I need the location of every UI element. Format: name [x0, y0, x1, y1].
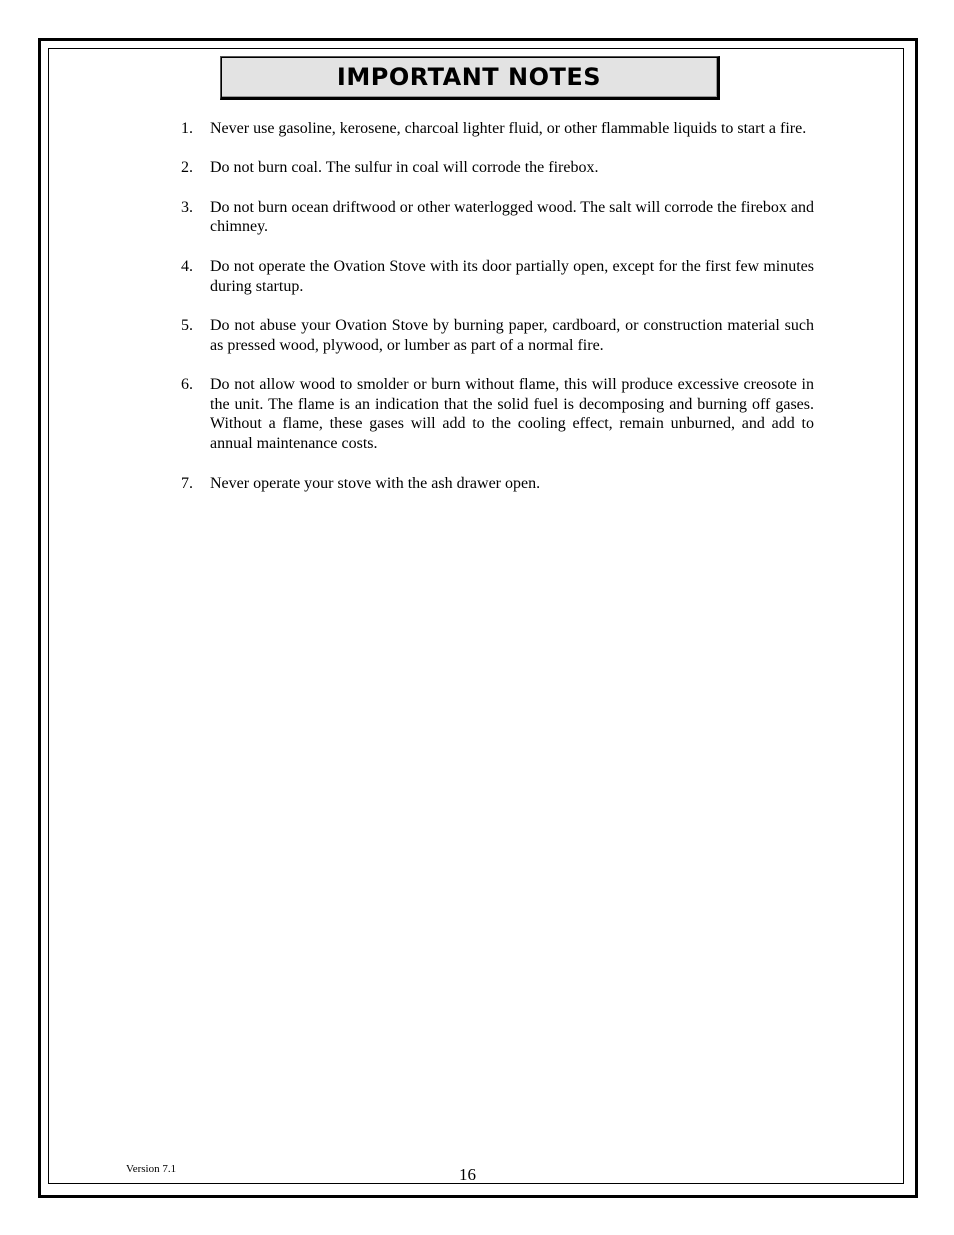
list-item-text: Never operate your stove with the ash drawer open. [210, 474, 541, 492]
list-item [181, 119, 814, 139]
list-item-number: 5. [181, 316, 193, 334]
list-item-text: Do not operate the Ovation Stove with its door partially open, except for the first few minutes during startup. [210, 257, 814, 295]
list-item [181, 257, 814, 296]
list-item-number: 1. [181, 120, 193, 137]
list-item-text: Never use gasoline, kerosene, charcoal lighter fluid, or other flammable liquids to start a fire. [210, 120, 807, 137]
list-item [181, 158, 814, 178]
page-number: 16 [459, 1165, 476, 1184]
list-item-number: 7. [181, 474, 193, 492]
page-title: IMPORTANT NOTES [336, 63, 602, 91]
list-item-text: Do not abuse your Ovation Stove by burning paper, cardboard, or construction material such as pressed wood, plywood, or lumber as part of a normal fire. [210, 316, 814, 354]
list-item-text: Do not allow wood to smolder or burn without flame, this will produce excessive creosote in the unit. The flame is an indication that the solid fuel is decomposing and burning off gases. Without a flame, these gases will add to the cooling effect, remain unburned, and add to annual maintenance costs. [210, 376, 814, 453]
list-item-number: 4. [181, 257, 193, 275]
list-item [181, 474, 814, 494]
list-item-number: 3. [181, 198, 193, 216]
list-item [181, 375, 814, 454]
list-item-text: Do not burn ocean driftwood or other waterlogged wood. The salt will corrode the firebox and chimney. [210, 198, 814, 236]
list-item [181, 198, 814, 237]
important-notes-list [181, 119, 814, 513]
list-item-number: 6. [181, 376, 193, 394]
list-item-number: 2. [181, 159, 193, 177]
title-banner [220, 56, 720, 100]
version-label: Version 7.1 [126, 1163, 177, 1175]
list-item-text: Do not burn coal. The sulfur in coal will corrode the firebox. [210, 159, 599, 177]
list-item [181, 316, 814, 355]
